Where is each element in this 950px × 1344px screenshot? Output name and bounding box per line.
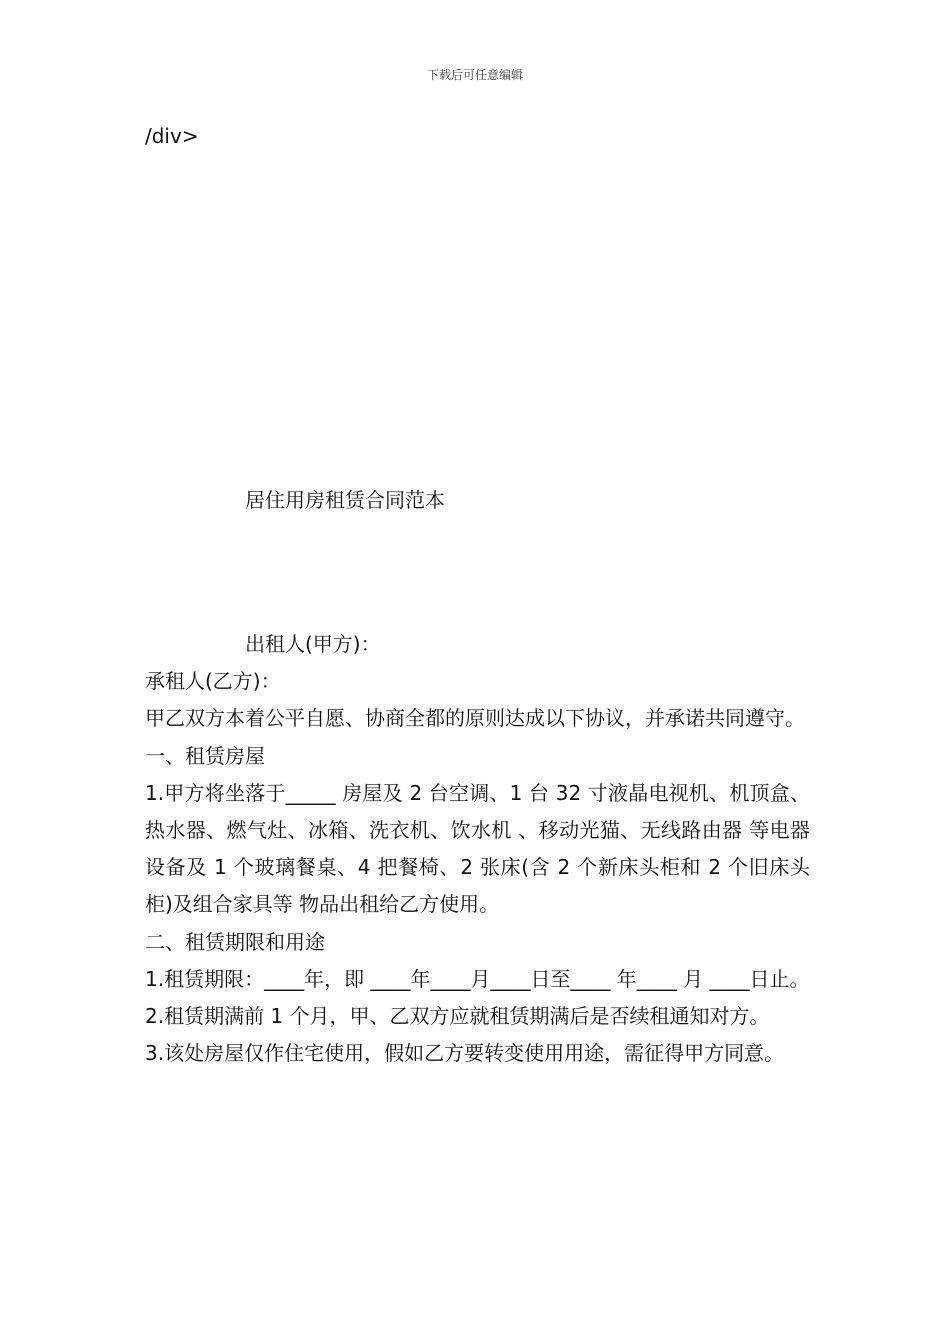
section-heading-term-and-use: 二、租赁期限和用途	[145, 929, 325, 954]
lessee-line: 承租人(乙方)：	[145, 669, 281, 694]
clause-2-1: 1.租赁期限：____年，即 ____年____月____日至____ 年____ 月 ____日止。	[145, 966, 810, 991]
lessor-line: 出租人(甲方)：	[245, 632, 381, 656]
clause-2-3: 3.该处房屋仅作住宅使用，假如乙方要转变使用用途，需征得甲方同意。	[145, 1041, 785, 1066]
document-title: 居住用房租赁合同范本	[245, 488, 445, 512]
section-heading-rental-house: 一、租赁房屋	[145, 743, 265, 768]
clause-2-2: 2.租赁期满前 1 个月，甲、乙双方应就租赁期满后是否续租通知对方。	[145, 1004, 770, 1029]
clause-1-1: 1.甲方将坐落于_____ 房屋及 2 台空调、1 台 32 寸液晶电视机、机顶盒、热水器、燃气灶、冰箱、洗衣机、饮水机 、移动光猫、无线路由器 等电器设备及 1 个玻璃餐桌、4 把餐椅、2 张床(含 2 个新床头柜和 2 个旧床头柜)及组合家具等 物品出租给乙方使用。	[145, 780, 810, 917]
contract-body	[145, 626, 810, 1072]
page-header: 下载后可任意编辑	[426, 68, 523, 82]
stray-markup-text: /div>	[145, 124, 199, 148]
preamble-paragraph: 甲乙双方本着公平自愿、协商全都的原则达成以下协议，并承诺共同遵守。	[145, 706, 805, 731]
